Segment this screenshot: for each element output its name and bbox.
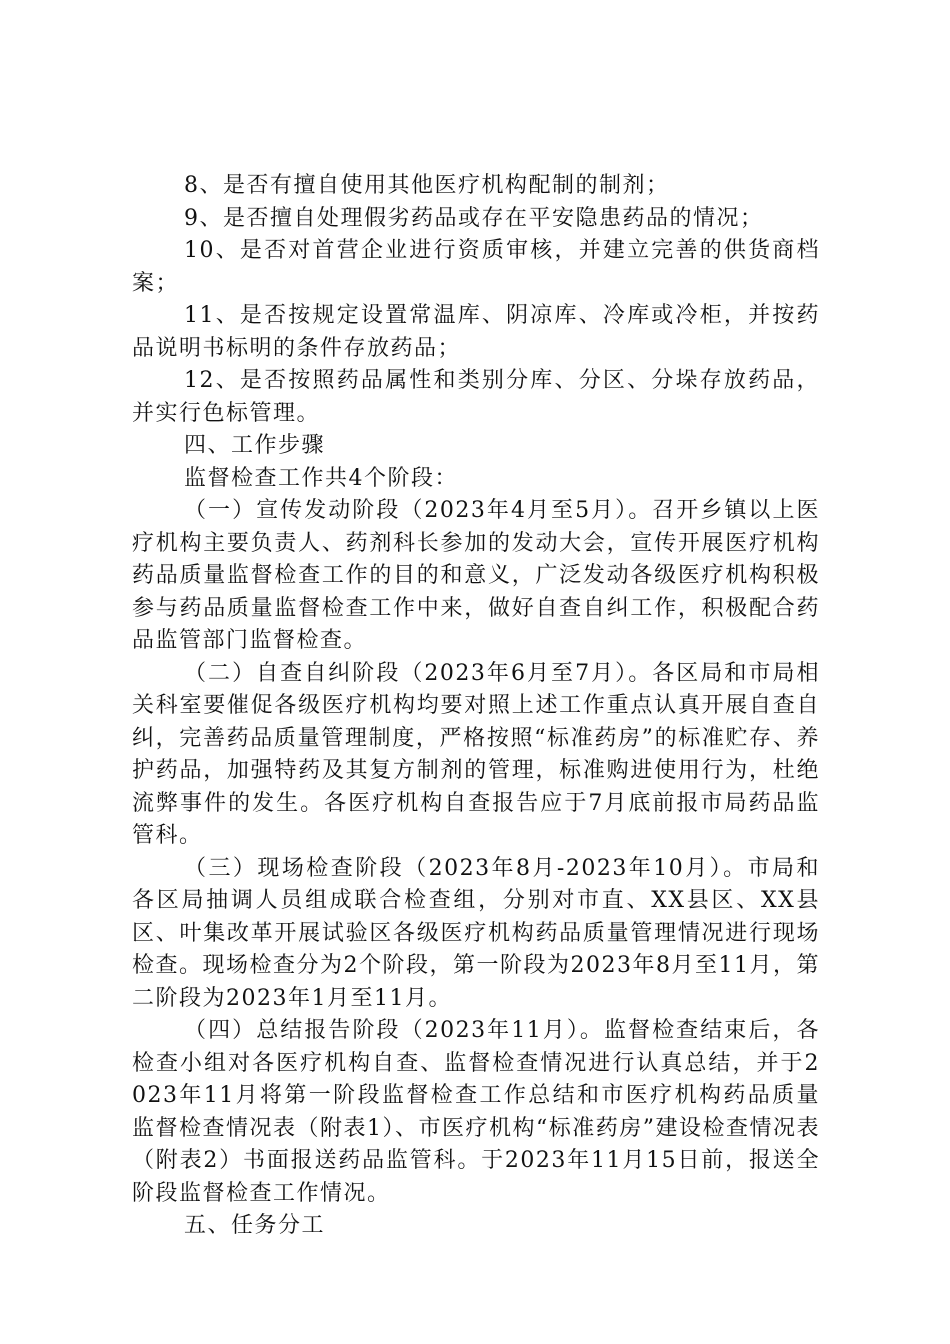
paragraph-stage-1: （一）宣传发动阶段（2023年4月至5月）。召开乡镇以上医疗机构主要负责人、药剂科长参加的发动大会，宣传开展医疗机构药品质量监督检查工作的目的和意义，广泛发动各级医疗机构积极参与药品质量监督检查工作中来，做好自查自纠工作，积极配合药品监管部门监督检查。: [132, 498, 820, 653]
paragraph-item-8: 8、是否有擅自使用其他医疗机构配制的制剂；: [184, 173, 670, 198]
paragraph-item-11: 11、是否按规定设置常温库、阴凉库、冷库或冷柜，并按药品说明书标明的条件存放药品；: [132, 303, 820, 361]
paragraph-item-12: 12、是否按照药品属性和类别分库、分区、分垛存放药品，并实行色标管理。: [132, 368, 820, 426]
paragraph-stage-overview: 监督检查工作共4个阶段：: [184, 465, 458, 491]
paragraph-stage-3: （三）现场检查阶段（2023年8月-2023年10月）。市局和各区局抽调人员组成联合检查组，分别对市直、XX县区、XX县区、叶集改革开展试验区各级医疗机构药品质量管理情况进行现场检查。现场检查分为2个阶段，第一阶段为2023年8月至11月，第二阶段为2023年1月至11月。: [132, 855, 820, 1011]
section-heading-work-steps: 四、工作步骤: [184, 433, 326, 458]
document-body: [132, 170, 820, 1243]
paragraph-item-10: 10、是否对首营企业进行资质审核，并建立完善的供货商档案；: [132, 238, 820, 296]
paragraph-item-9: 9、是否擅自处理假劣药品或存在平安隐患药品的情况；: [184, 205, 764, 231]
paragraph-stage-4: （四）总结报告阶段（2023年11月）。监督检查结束后，各检查小组对各医疗机构自查、监督检查情况进行认真总结，并于2023年11月将第一阶段监督检查工作总结和市医疗机构药品质量监督检查情况表（附表1）、市医疗机构“标准药房”建设检查情况表（附表2）书面报送药品监管科。于2023年11月15日前，报送全阶段监督检查工作情况。: [132, 1018, 820, 1206]
paragraph-stage-2: （二）自查自纠阶段（2023年6月至7月）。各区局和市局相关科室要催促各级医疗机构均要对照上述工作重点认真开展自查自纠，完善药品质量管理制度，严格按照“标准药房”的标准贮存、养护药品，加强特药及其复方制剂的管理，标准购进使用行为，杜绝流弊事件的发生。各医疗机构自查报告应于7月底前报市局药品监管科。: [132, 660, 820, 848]
section-heading-task-division: 五、任务分工: [184, 1213, 326, 1238]
